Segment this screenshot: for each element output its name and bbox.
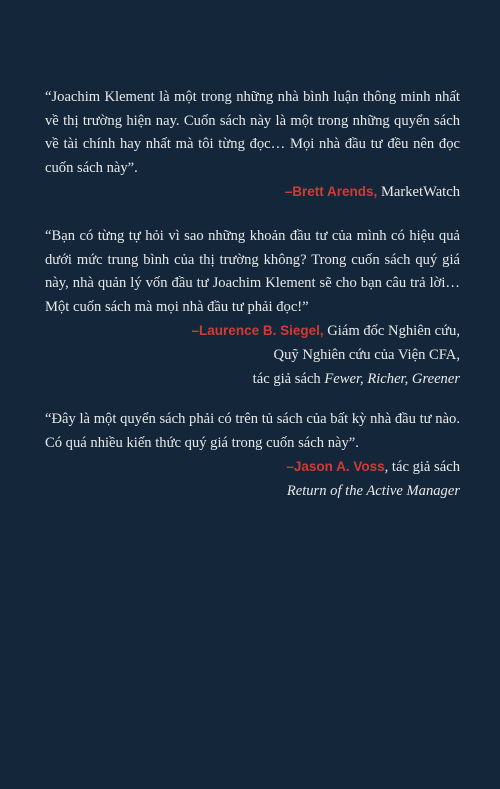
author-detail: tác giả sách	[252, 370, 325, 387]
quote-text-2: “Bạn có từng tự hỏi vì sao những khoản đầu tư của mình có hiệu quả dưới mức trung bình của thị trường không? Trong cuốn sách quý giá này, nhà quản lý vốn đầu tư Joachim Klement sẽ cho bạn câu trả lời… Một cuốn sách mà mọi nhà đầu tư phải đọc!”	[45, 228, 460, 315]
author-detail: MarketWatch	[377, 184, 460, 201]
quote-block-2	[45, 225, 460, 391]
book-title: Fewer, Richer, Greener	[324, 370, 460, 387]
attribution-line	[45, 455, 460, 480]
quote-block-1	[45, 86, 460, 205]
book-title: Return of the Active Manager	[286, 482, 460, 499]
attribution-line	[45, 344, 460, 368]
quote-block-3	[45, 408, 460, 503]
attribution-line	[45, 368, 460, 392]
author-name: –Brett Arends,	[284, 184, 378, 200]
author-detail: Quỹ Nghiên cứu của Viện CFA,	[273, 346, 460, 363]
author-detail: , tác giả sách	[384, 459, 460, 476]
attribution-2	[45, 319, 460, 391]
quote-text-3: “Đây là một quyển sách phải có trên tủ sách của bất kỳ nhà đầu tư nào. Có quá nhiều kiến thức quý giá trong cuốn sách này”.	[45, 411, 460, 451]
author-name: –Jason A. Voss	[286, 459, 385, 475]
attribution-line	[45, 180, 460, 205]
attribution-1	[45, 180, 460, 205]
quote-text-1: “Joachim Klement là một trong những nhà bình luận thông minh nhất về thị trường hiện nay. Cuốn sách này là một trong những quyển sách về tài chính hay nhất mà tôi từng đọc… Mọi nhà đầu tư đều nên đọc cuốn sách này”.	[45, 89, 460, 176]
attribution-line	[45, 480, 460, 504]
author-detail: Giám đốc Nghiên cứu,	[323, 323, 460, 340]
attribution-line	[45, 319, 460, 344]
author-name: –Laurence B. Siegel,	[191, 323, 324, 339]
attribution-3	[45, 455, 460, 503]
